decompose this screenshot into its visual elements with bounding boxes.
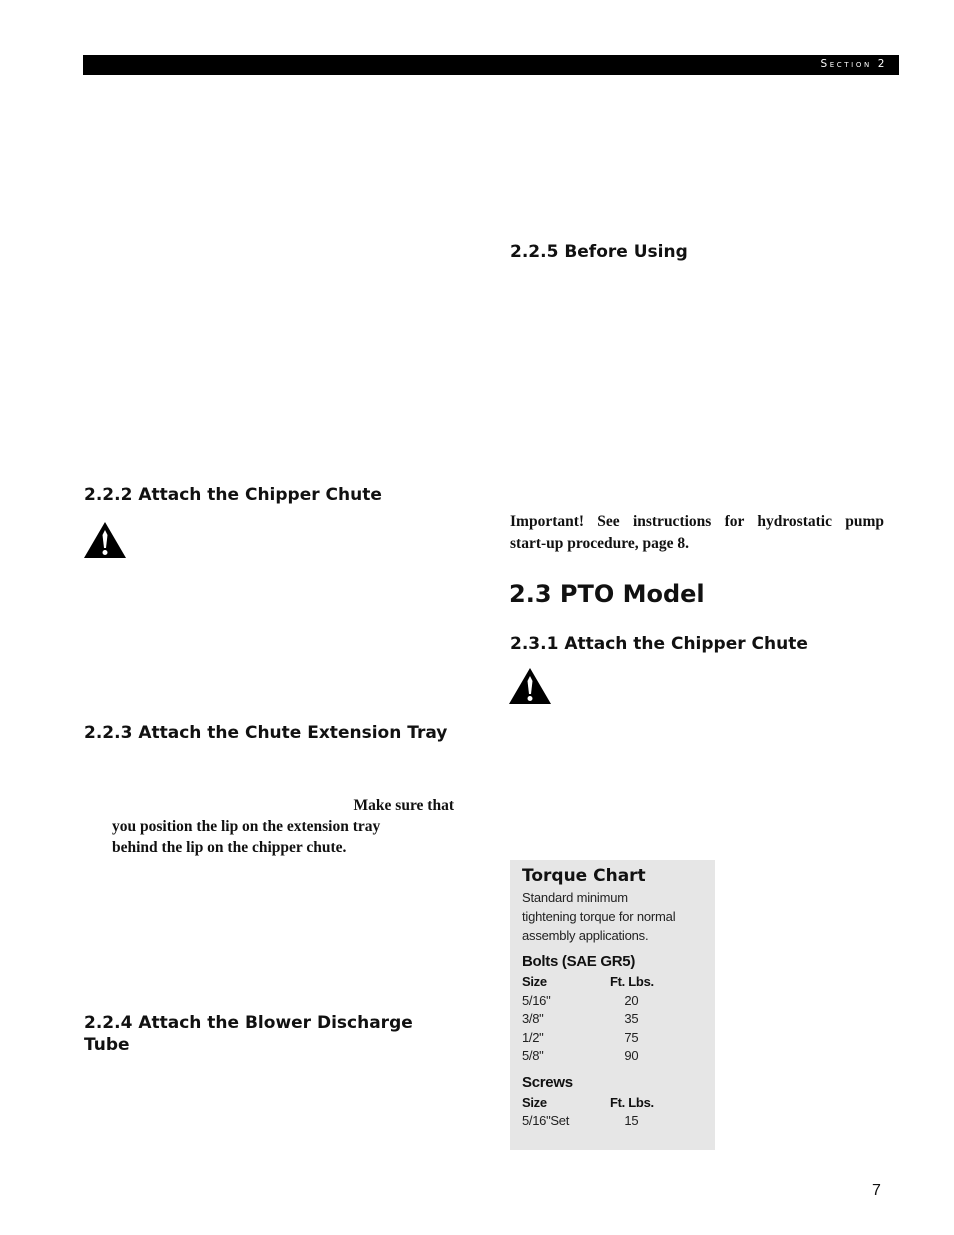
bolt-size: 3/8" xyxy=(522,1011,544,1026)
torque-chart-description xyxy=(522,888,703,945)
table-row xyxy=(522,992,703,1011)
note-line-2: you position the lip on the extension tray xyxy=(112,818,381,835)
torque-chart xyxy=(510,860,715,1150)
heading-2-2-4-line-1: 2.2.4 Attach the Blower Discharge xyxy=(84,1013,413,1033)
col-ftlbs-label: Ft. Lbs. xyxy=(610,974,654,989)
table-row xyxy=(522,1029,703,1048)
torque-desc-line-2: tightening torque for normal xyxy=(522,909,676,924)
note-line-1: Make sure that xyxy=(353,797,454,814)
torque-desc-line-1: Standard minimum xyxy=(522,890,628,905)
warning-triangle-icon xyxy=(83,520,127,560)
col-size-label: Size xyxy=(522,974,547,989)
bolt-size: 5/16" xyxy=(522,992,551,1008)
section-label: Section 2 xyxy=(820,58,887,70)
heading-2-3-1: 2.3.1 Attach the Chipper Chute xyxy=(510,634,808,654)
torque-chart-title: Torque Chart xyxy=(522,866,646,886)
page-number: 7 xyxy=(872,1182,881,1199)
bolts-heading: Bolts (SAE GR5) xyxy=(522,953,636,970)
warning-triangle-icon xyxy=(508,666,552,706)
bolts-header-row xyxy=(522,973,703,992)
note-line-3: behind the lip on the chipper chute. xyxy=(112,839,347,856)
bolt-torque: 20 xyxy=(624,992,639,1008)
bolt-torque: 35 xyxy=(624,1011,639,1026)
heading-2-2-2: 2.2.2 Attach the Chipper Chute xyxy=(84,485,382,505)
screws-heading: Screws xyxy=(522,1073,573,1091)
table-row xyxy=(522,1010,703,1029)
col-size-label: Size xyxy=(522,1094,547,1110)
bolt-size: 1/2" xyxy=(522,1029,544,1045)
section-header-bar xyxy=(83,55,899,75)
screws-header-row xyxy=(522,1094,703,1113)
heading-2-2-3: 2.2.3 Attach the Chute Extension Tray xyxy=(84,723,448,743)
screw-size: 5/16"Set xyxy=(522,1113,570,1128)
screw-torque: 15 xyxy=(624,1113,639,1128)
heading-2-2-4-line-2: Tube xyxy=(84,1035,130,1055)
bolt-torque: 90 xyxy=(624,1048,639,1063)
table-row xyxy=(522,1047,703,1066)
torque-desc-line-3: assembly applications. xyxy=(522,928,649,943)
bolt-size: 5/8" xyxy=(522,1048,544,1063)
heading-2-2-5: 2.2.5 Before Using xyxy=(510,242,688,262)
heading-2-3: 2.3 PTO Model xyxy=(509,580,705,608)
col-ftlbs-label: Ft. Lbs. xyxy=(610,1094,654,1110)
important-note-line-2: start-up procedure, page 8. xyxy=(510,535,689,552)
table-row xyxy=(522,1112,703,1131)
important-note-line-1: Important! See instructions for hydrostatic pump xyxy=(510,513,884,530)
bolt-torque: 75 xyxy=(624,1029,639,1045)
